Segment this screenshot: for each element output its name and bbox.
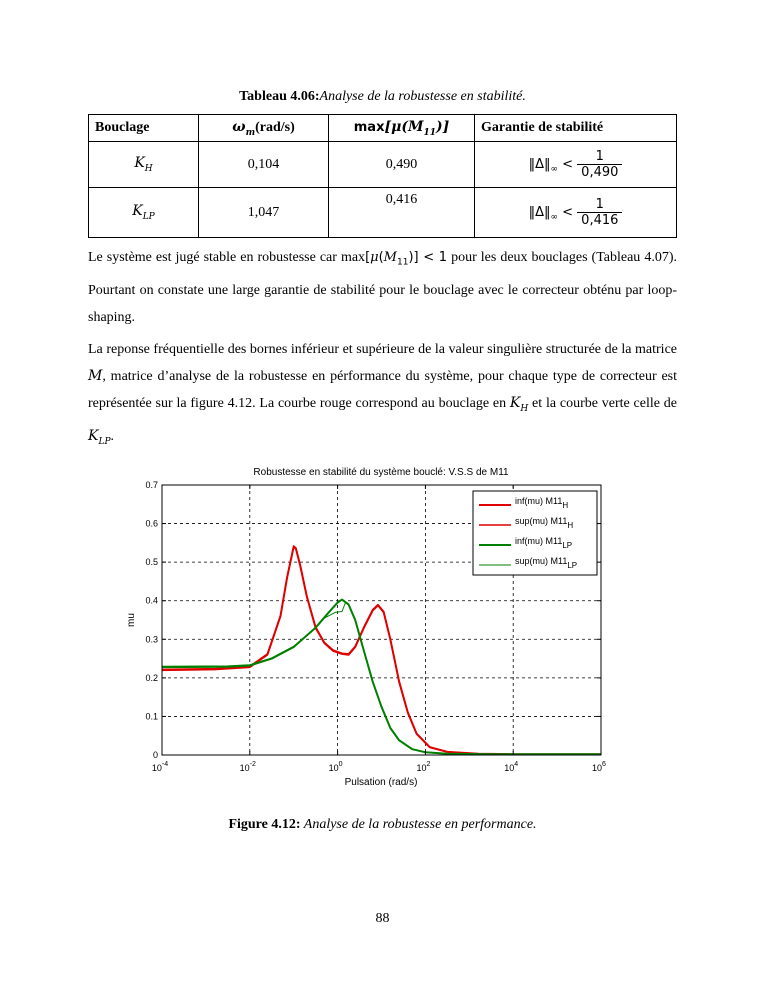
robustness-chart: [110, 458, 630, 798]
header-garantie: Garantie de stabilité: [475, 115, 677, 142]
header-omega: $\omega_m(rad/s)$: [199, 115, 329, 142]
y-tick-label: 0.4: [145, 595, 158, 606]
y-tick-label: 0.3: [145, 634, 158, 645]
header-max-mu: $\max[\mu(M_{11})]$: [329, 115, 475, 142]
legend-label: sup(mu) M11H: [515, 516, 574, 530]
x-tick-label: $10^0$: [328, 761, 343, 773]
x-tick-label: $10^2$: [416, 761, 431, 773]
chart-title: Robustesse en stabilité du système bouclé: V.S.S de M11: [253, 467, 509, 478]
table-caption-number: Tableau 4.06:: [239, 89, 320, 104]
row-label: $K_{LP}$: [89, 188, 199, 238]
y-tick-label: 0.1: [145, 711, 158, 722]
table-row: [89, 188, 677, 238]
row-mu: 0,490: [329, 142, 475, 188]
row-garantie: $‖\Delta‖_\infty$ < $\frac{1}{0,416}$: [475, 188, 677, 238]
row-omega: 1,047: [199, 188, 329, 238]
figure-caption-text: Analyse de la robustesse en performance.: [300, 817, 537, 832]
y-tick-label: 0.7: [145, 480, 158, 490]
y-tick-label: 0.2: [145, 672, 158, 683]
y-tick-label: 0.5: [145, 557, 158, 568]
y-tick-label: 0: [152, 750, 158, 760]
figure-caption: [0, 817, 765, 833]
paragraph-2: La reponse fréquentielle des bornes inférieur et supérieure de la valeur singulière structurée de la matrice M, matrice d’analyse de la robustesse en pérformance du système, pour chaque type de correcteur est représentée sur la figure 4.12. La courbe rouge correspond au bouclage en $K_H$ et la courbe verte celle de $K_{LP}$.: [88, 342, 677, 447]
header-bouclage: Bouclage: [89, 115, 199, 142]
x-tick-label: $10^6$: [592, 761, 606, 773]
row-omega: 0,104: [199, 142, 329, 188]
table-caption-text: Analyse de la robustesse en stabilité.: [319, 89, 526, 104]
legend-label: inf(mu) M11H: [515, 496, 569, 510]
table-caption: [0, 89, 765, 105]
table-header-row: [89, 115, 677, 142]
table-row: [89, 142, 677, 188]
row-garantie: $‖\Delta‖_\infty$ < $\frac{1}{0,490}$: [475, 142, 677, 188]
row-label: $K_H$: [89, 142, 199, 188]
legend-label: inf(mu) M11LP: [515, 536, 573, 550]
x-tick-label: $10^4$: [504, 761, 519, 773]
y-tick-label: 0.6: [145, 518, 158, 529]
legend-label: sup(mu) M11LP: [515, 556, 578, 570]
paragraph-1: Le système est jugé stable en robustesse car $\max[\mu(M_{11})] < 1$ pour les deux bouclages (Tableau 4.07). Pourtant on constate une large garantie de stabilité pour le bouclage avec le correcteur obténu par loop-shaping.: [88, 250, 677, 325]
page-number: 88: [375, 911, 390, 926]
robustness-table: [88, 114, 677, 238]
x-axis-label: Pulsation (rad/s): [344, 777, 418, 788]
row-mu: 0,416: [329, 188, 475, 238]
x-tick-label: $10^{-4}$: [151, 761, 169, 773]
legend: [473, 491, 597, 575]
x-tick-label: $10^{-2}$: [239, 761, 256, 773]
figure-caption-number: Figure 4.12:: [228, 817, 301, 832]
y-axis-label: mu: [126, 613, 137, 627]
